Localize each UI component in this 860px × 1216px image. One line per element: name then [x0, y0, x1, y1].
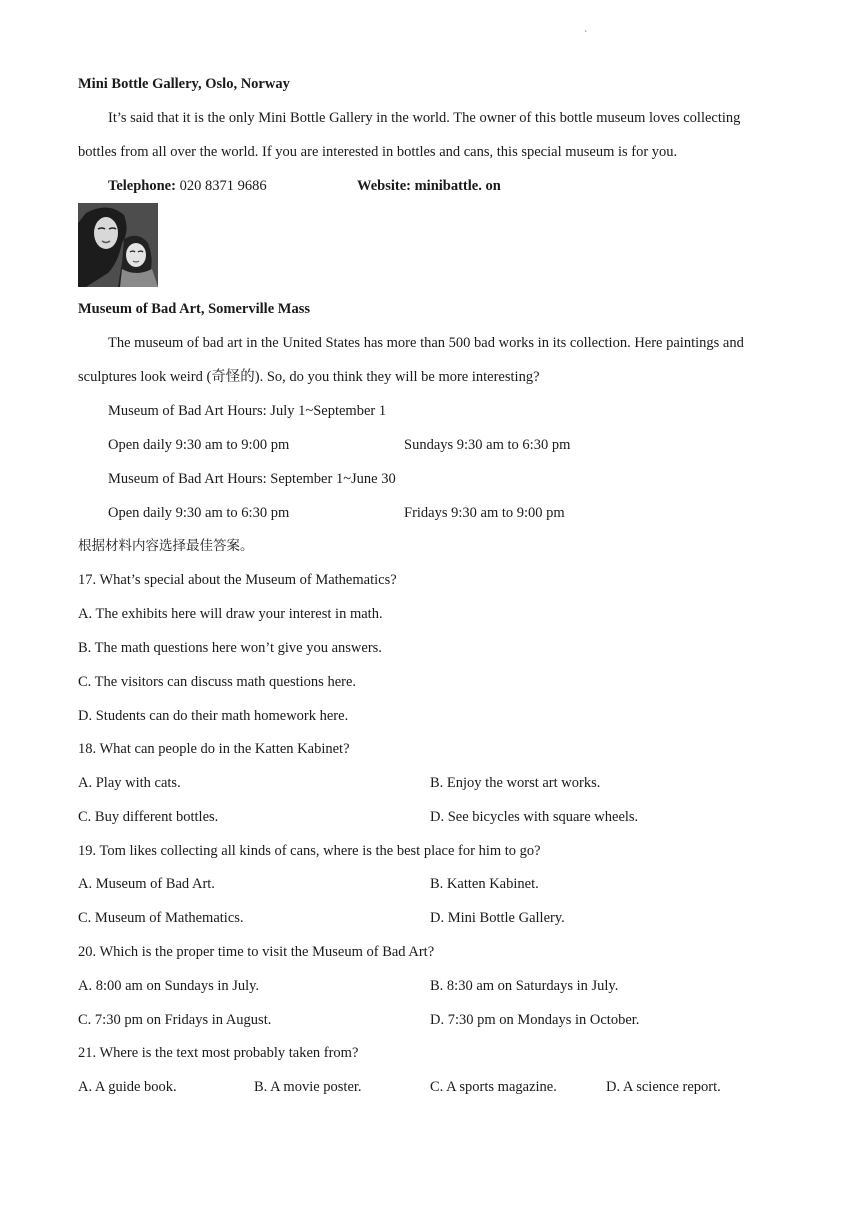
header-mark: `	[584, 30, 588, 41]
telephone-label: Telephone:	[108, 178, 176, 194]
question-17-option-c[interactable]: C. The visitors can discuss math questions here.	[78, 674, 357, 690]
question-21-option-a[interactable]: A. A guide book.	[78, 1079, 177, 1095]
section-title-museum-of-bad-art: Museum of Bad Art, Somerville Mass	[78, 301, 310, 317]
question-17-stem: 17. What’s special about the Museum of Mathematics?	[78, 572, 397, 588]
hours-special-winter: Fridays 9:30 am to 9:00 pm	[404, 505, 565, 521]
question-20-option-c[interactable]: C. 7:30 pm on Fridays in August.	[78, 1012, 272, 1028]
question-17-option-b[interactable]: B. The math questions here won’t give you answers.	[78, 640, 382, 656]
paragraph-line: bottles from all over the world. If you are interested in bottles and cans, this special museum is for you.	[78, 144, 678, 160]
paragraph-line: It’s said that it is the only Mini Bottle Gallery in the world. The owner of this bottle museum loves collecting	[108, 110, 741, 126]
telephone-value: 020 8371 9686	[175, 178, 267, 194]
question-18-option-c[interactable]: C. Buy different bottles.	[78, 809, 219, 825]
question-21-option-c[interactable]: C. A sports magazine.	[430, 1079, 557, 1095]
question-19-option-b[interactable]: B. Katten Kabinet.	[430, 876, 539, 892]
question-21-option-b[interactable]: B. A movie poster.	[254, 1079, 362, 1095]
hours-daily-summer: Open daily 9:30 am to 9:00 pm	[108, 437, 290, 453]
telephone-info	[108, 176, 267, 196]
instruction: 根据材料内容选择最佳答案。	[78, 538, 254, 554]
question-20-option-b[interactable]: B. 8:30 am on Saturdays in July.	[430, 978, 619, 994]
question-18-option-a[interactable]: A. Play with cats.	[78, 775, 181, 791]
question-20-stem: 20. Which is the proper time to visit the Museum of Bad Art?	[78, 944, 435, 960]
question-19-option-a[interactable]: A. Museum of Bad Art.	[78, 876, 215, 892]
hours-title-summer: Museum of Bad Art Hours: July 1~September 1	[108, 403, 387, 419]
question-18-option-b[interactable]: B. Enjoy the worst art works.	[430, 775, 601, 791]
question-18-stem: 18. What can people do in the Katten Kabinet?	[78, 741, 350, 757]
question-21-stem: 21. Where is the text most probably taken from?	[78, 1045, 359, 1061]
question-20-option-d[interactable]: D. 7:30 pm on Mondays in October.	[430, 1012, 640, 1028]
question-21-option-d[interactable]: D. A science report.	[606, 1079, 721, 1095]
question-17-option-d[interactable]: D. Students can do their math homework here.	[78, 708, 349, 724]
question-18-option-d[interactable]: D. See bicycles with square wheels.	[430, 809, 639, 825]
bad-art-painting-image	[78, 203, 158, 287]
paragraph-line: sculptures look weird (奇怪的). So, do you think they will be more interesting?	[78, 369, 540, 385]
question-19-option-c[interactable]: C. Museum of Mathematics.	[78, 910, 244, 926]
question-17-option-a[interactable]: A. The exhibits here will draw your interest in math.	[78, 606, 383, 622]
hours-special-summer: Sundays 9:30 am to 6:30 pm	[404, 437, 571, 453]
hours-daily-winter: Open daily 9:30 am to 6:30 pm	[108, 505, 290, 521]
paragraph-line: The museum of bad art in the United States has more than 500 bad works in its collection. Here paintings and	[108, 335, 744, 351]
section-title-mini-bottle-gallery: Mini Bottle Gallery, Oslo, Norway	[78, 76, 290, 92]
hours-title-winter: Museum of Bad Art Hours: September 1~June 30	[108, 471, 396, 487]
question-19-stem: 19. Tom likes collecting all kinds of cans, where is the best place for him to go?	[78, 843, 541, 859]
question-20-option-a[interactable]: A. 8:00 am on Sundays in July.	[78, 978, 260, 994]
question-19-option-d[interactable]: D. Mini Bottle Gallery.	[430, 910, 565, 926]
website-info: Website: minibattle. on	[357, 178, 501, 194]
